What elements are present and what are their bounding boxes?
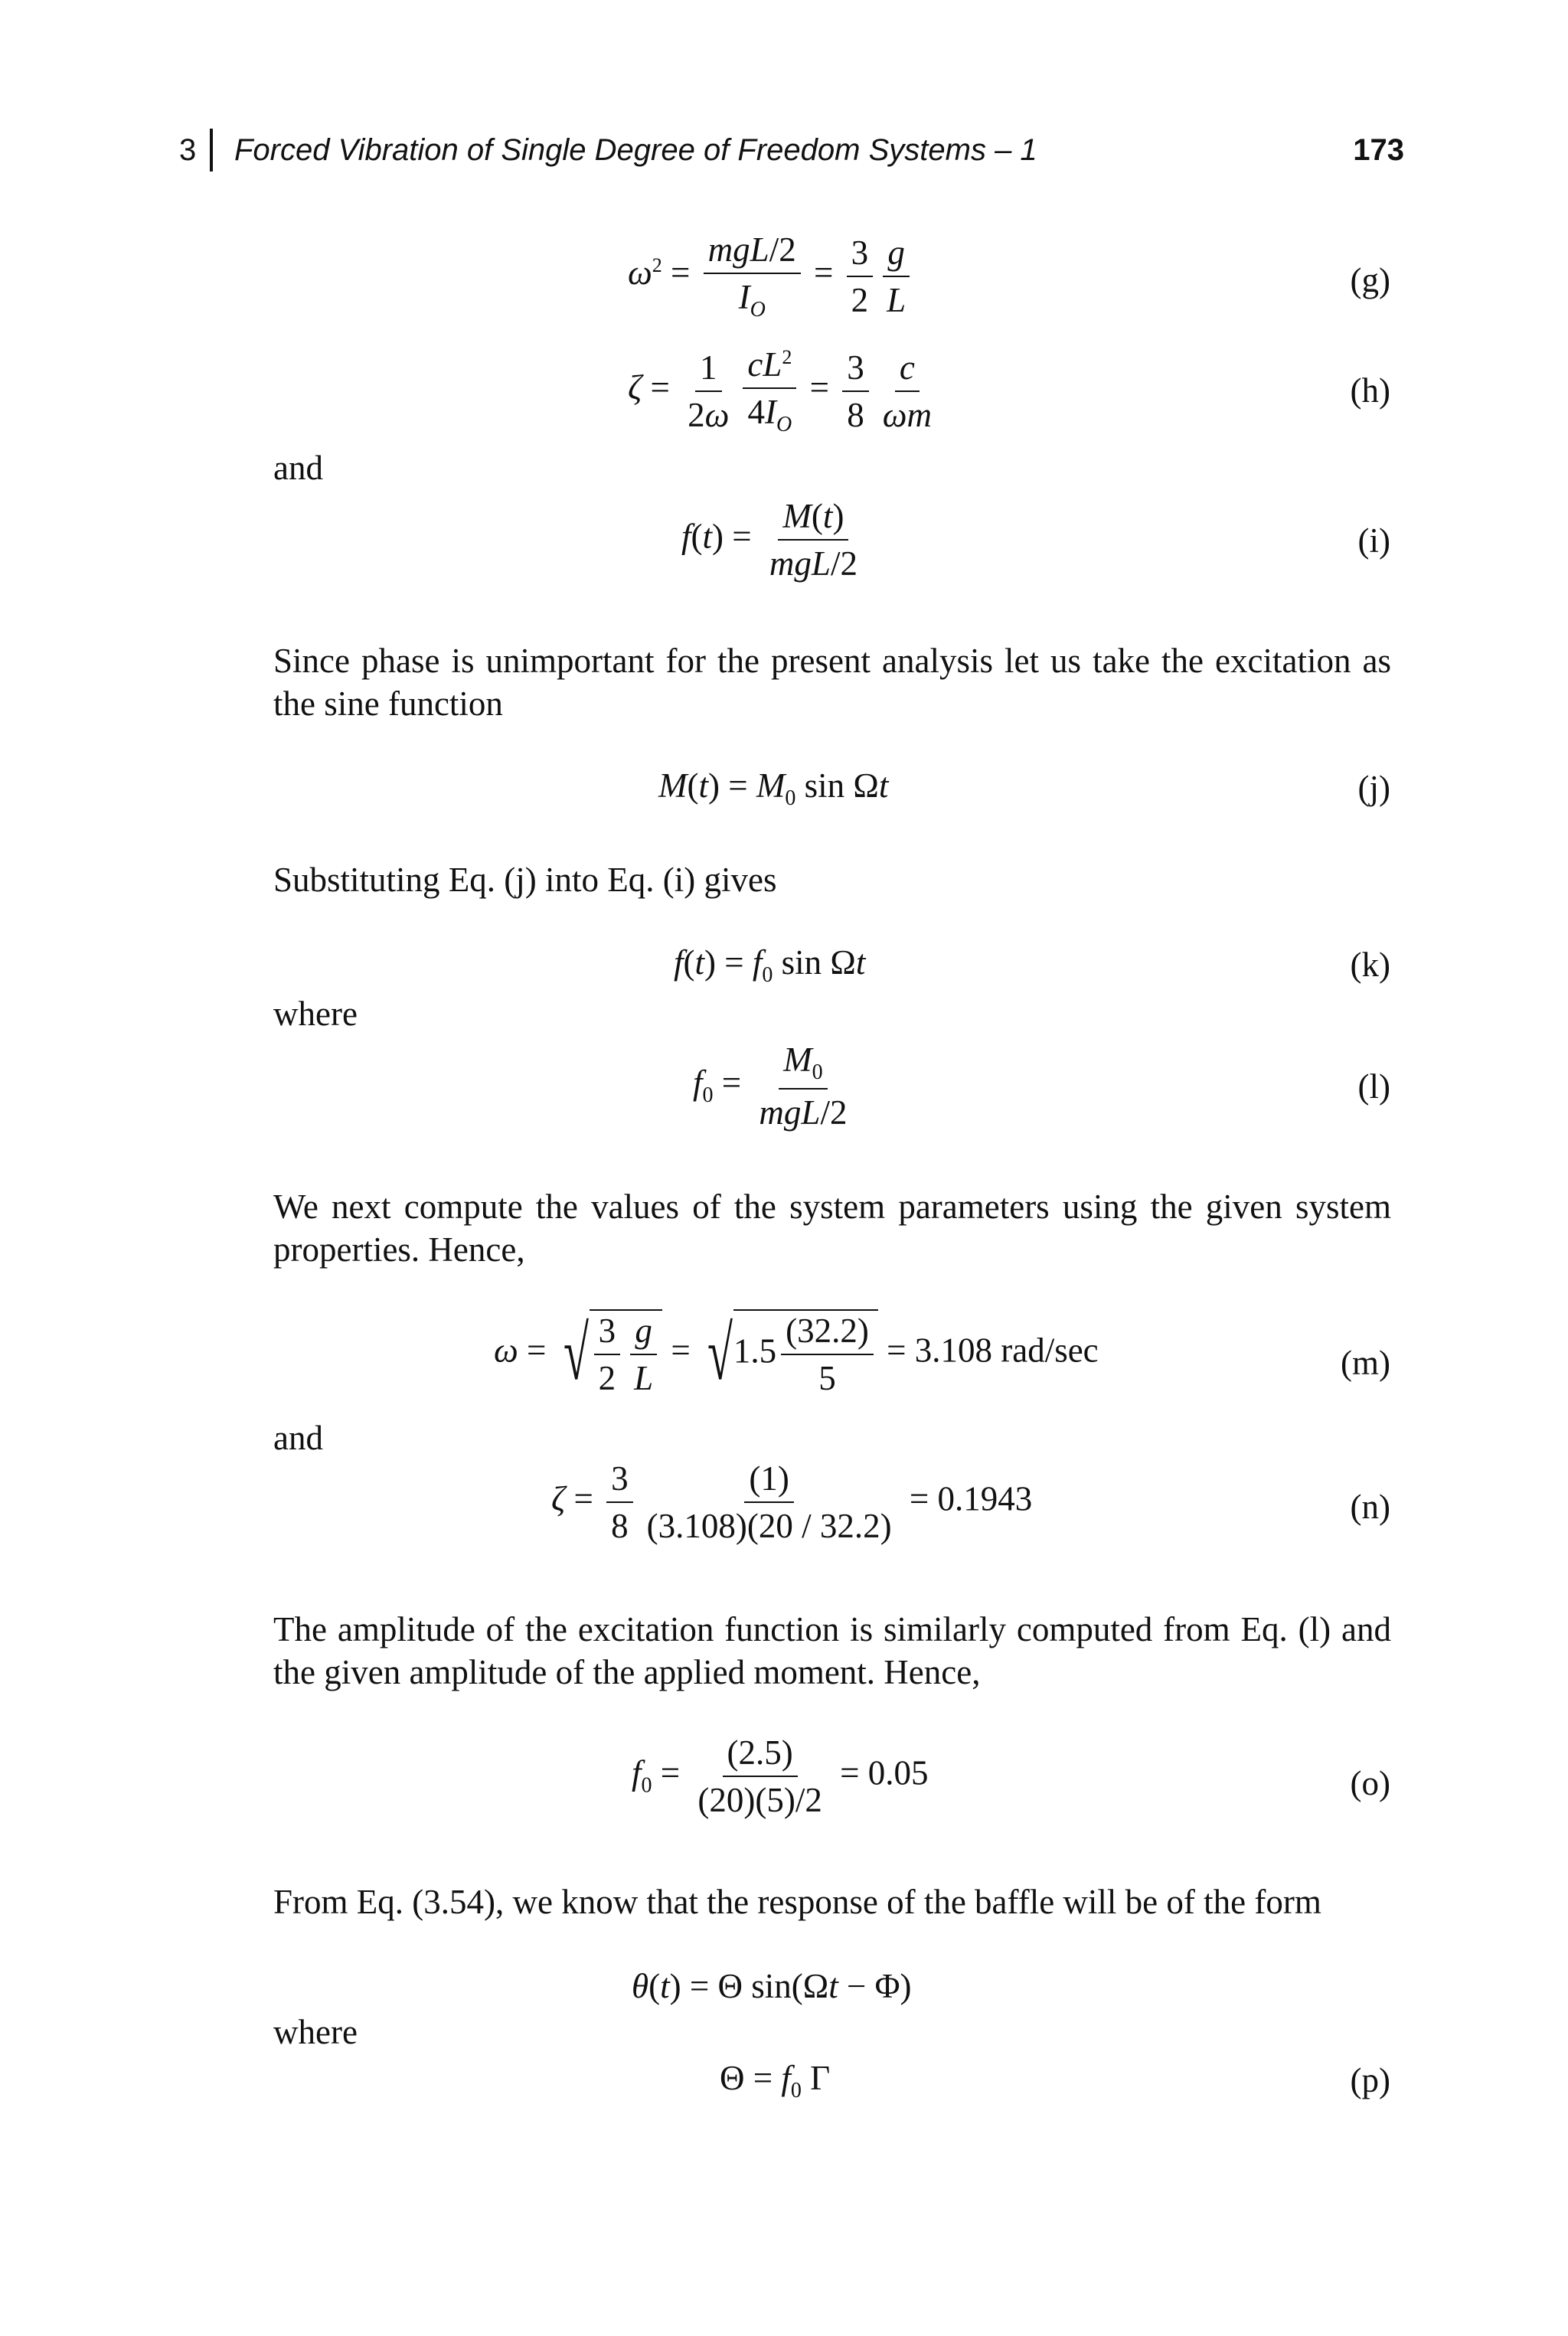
equation-n: ζ = $\frac{3}{8}$ $\frac{(1)}{(3.108)(20 / 32.2)}$ = 0.1943 xyxy=(551,1459,1033,1545)
equation-h: ζ = $\frac{1}{2\omega}$ $\frac{cL^2}{4I_O}$ = $\frac{3}{8}$ $\frac{c}{\omega m}$ xyxy=(628,345,933,436)
equation-l-label: (l) xyxy=(1357,1067,1390,1106)
equation-m-result: = 3.108 rad/sec xyxy=(887,1331,1099,1370)
page-number: 173 xyxy=(1353,133,1404,167)
connector-where-2: where xyxy=(273,2013,358,2051)
chapter-number: 3 xyxy=(179,133,197,167)
equation-j: $M(t) = M_0$ sin Ωt xyxy=(658,766,889,810)
equation-n-label: (n) xyxy=(1350,1488,1390,1526)
equation-response: θ(t) = Θ sin(Ωt − Φ) xyxy=(632,1967,912,2005)
paragraph-phase: Since phase is unimportant for the present analysis let us take the excitation as the sine function xyxy=(273,642,1391,723)
equation-m: ω = √ $\frac{3}{2}$ $\frac{g}{L}$ = √1.5 $\frac{(32.2)}{5}$ = 3.108 rad/sec xyxy=(494,1311,1099,1397)
connector-and-2: and xyxy=(273,1419,323,1457)
equation-o-label: (o) xyxy=(1350,1764,1390,1802)
paragraph-amplitude: The amplitude of the excitation function is similarly computed from Eq. (l) and the given amplitude of the applied moment. Hence, xyxy=(273,1610,1391,1691)
paragraph-substituting: Substituting Eq. (j) into Eq. (i) gives xyxy=(273,861,777,899)
equation-o-result: = 0.05 xyxy=(840,1753,929,1792)
equation-p: $\Theta = f_0$ Γ xyxy=(720,2059,831,2102)
equation-h-label: (h) xyxy=(1350,371,1390,410)
equation-k: $f(t) = f_0$ sin Ωt xyxy=(674,943,866,987)
equation-j-label: (j) xyxy=(1357,769,1390,807)
chapter-title: Forced Vibration of Single Degree of Freedom Systems – 1 xyxy=(234,133,1037,167)
connector-where-1: where xyxy=(273,995,358,1033)
equation-g: $\omega^2$ = mgL/2 $I_O$ = $\frac{3}{2}$ $\frac{g}{L}$ xyxy=(628,230,915,322)
paragraph-response: From Eq. (3.54), we know that the response of the baffle will be of the form xyxy=(273,1883,1321,1921)
equation-n-result: = 0.1943 xyxy=(909,1479,1033,1518)
equation-g-label: (g) xyxy=(1350,261,1390,299)
header-divider xyxy=(210,129,213,172)
connector-and-1: and xyxy=(273,449,323,487)
equation-i: f(t) = M(t) mgL/2 xyxy=(681,497,858,583)
equation-i-label: (i) xyxy=(1357,521,1390,560)
equation-o: $f_0$ = $\frac{(2.5)}{(20)(5)/2}$ = 0.05 xyxy=(632,1733,929,1819)
equation-p-label: (p) xyxy=(1350,2061,1390,2099)
equation-l: $f_0$ = $M_0$ mgL/2 xyxy=(693,1041,848,1132)
equation-m-label: (m) xyxy=(1341,1344,1390,1382)
paragraph-system-parameters: We next compute the values of the system parameters using the given system properties. Hence, xyxy=(273,1188,1391,1269)
equation-k-label: (k) xyxy=(1350,946,1390,984)
